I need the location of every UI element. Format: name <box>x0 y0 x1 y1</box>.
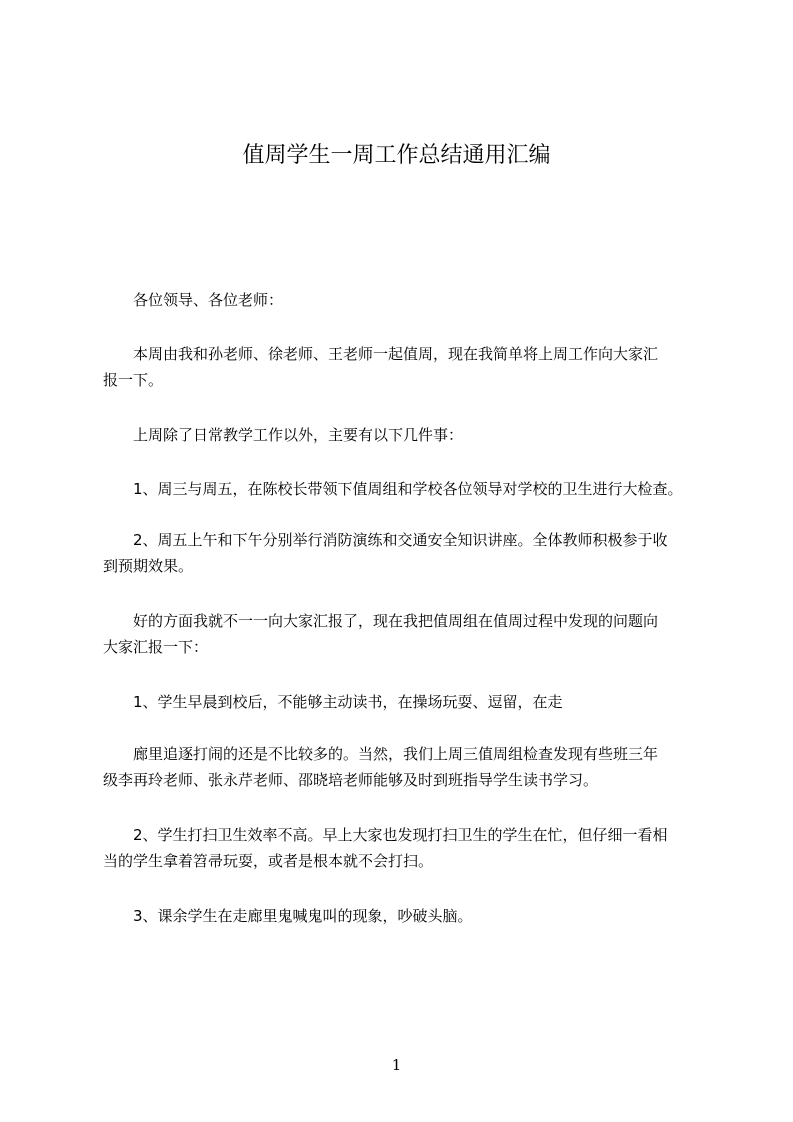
problem-item-2 <box>103 822 717 874</box>
paragraph-line: 级李再玲老师、张永芹老师、邵晓培老师能够及时到班指导学生读书学习。 <box>103 771 599 789</box>
paragraph-line: 廊里追逐打闹的还是不比较多的。当然，我们上周三值周组检查发现有些班三年 <box>103 745 659 763</box>
intro-paragraph <box>103 341 717 393</box>
paragraph-line: 到预期效果。 <box>103 557 194 575</box>
paragraph-line: 2、周五上午和下午分别举行消防演练和交通安全知识讲座。全体教师积极参于收 <box>103 531 668 549</box>
document-title: 值周学生一周工作总结通用汇编 <box>242 143 551 168</box>
paragraph-line: 1、学生早晨到校后，不能够主动读书，在操场玩耍、逗留，在走 <box>103 693 563 711</box>
problems-intro-paragraph <box>103 608 717 660</box>
event-item-2 <box>103 527 717 579</box>
paragraph-line: 上周除了日常教学工作以外，主要有以下几件事： <box>103 426 464 444</box>
problem-item-1 <box>103 689 717 715</box>
paragraph-line: 大家汇报一下： <box>103 638 209 656</box>
paragraph-line: 好的方面我就不一一向大家汇报了，现在我把值周组在值周过程中发现的问题向 <box>103 612 659 630</box>
problem-item-1-continued <box>103 741 717 793</box>
paragraph-line: 1、周三与周五，在陈校长带领下值周组和学校各位领导对学校的卫生进行大检查。 <box>103 480 683 498</box>
paragraph-line: 本周由我和孙老师、徐老师、王老师一起值周，现在我简单将上周工作向大家汇 <box>103 345 659 363</box>
paragraph-line: 各位领导、各位老师： <box>103 291 284 309</box>
paragraph-line: 报一下。 <box>103 371 164 389</box>
salutation-paragraph <box>103 287 717 313</box>
problem-item-3 <box>103 903 717 929</box>
events-intro-paragraph <box>103 422 717 448</box>
paragraph-line: 当的学生拿着笤帚玩耍，或者是根本就不会打扫。 <box>103 852 434 870</box>
page-number: 1 <box>391 1056 402 1074</box>
paragraph-line: 3、课余学生在走廊里鬼喊鬼叫的现象，吵破头脑。 <box>103 907 473 925</box>
paragraph-line: 2、学生打扫卫生效率不高。早上大家也发现打扫卫生的学生在忙，但仔细一看相 <box>103 826 668 844</box>
event-item-1 <box>103 476 717 502</box>
